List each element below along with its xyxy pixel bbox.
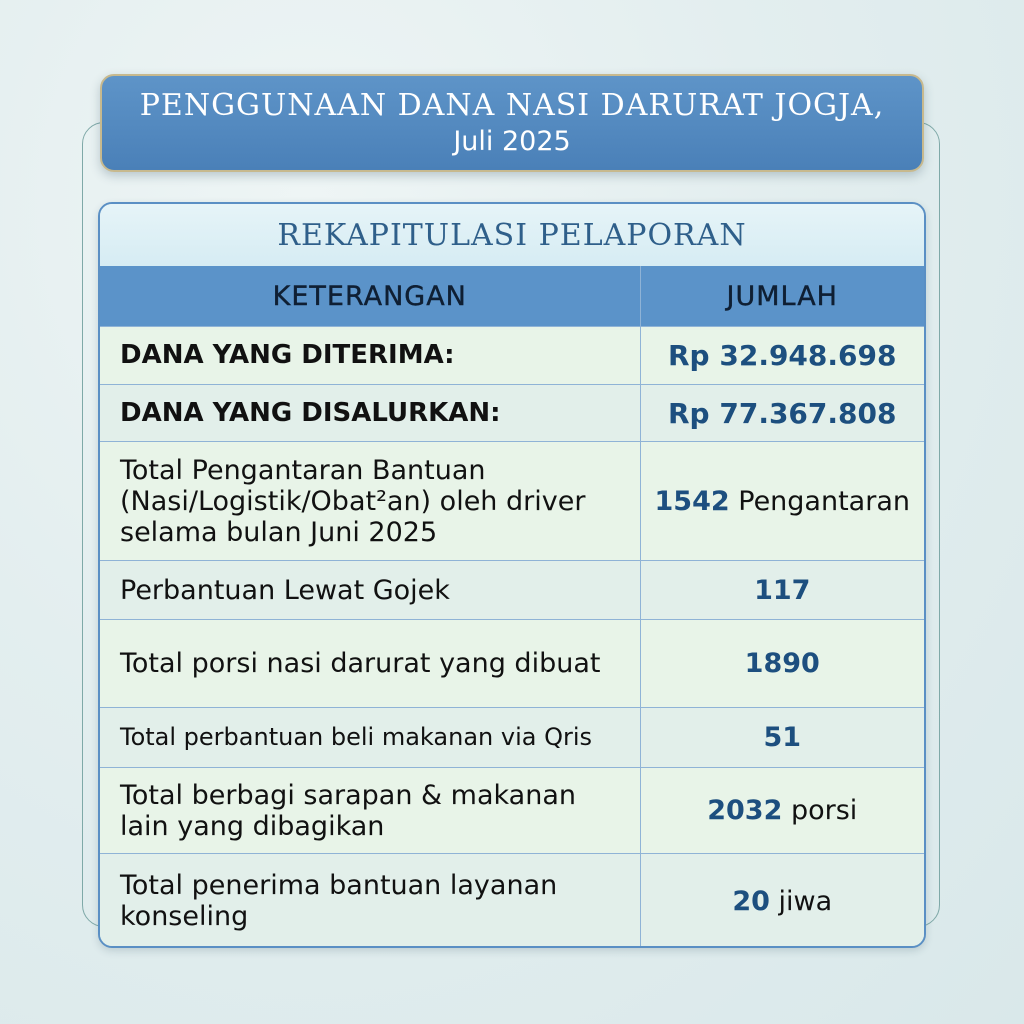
table-row xyxy=(100,561,924,620)
report-table xyxy=(100,266,924,948)
row-label: Total porsi nasi darurat yang dibuat xyxy=(100,620,640,708)
table-row xyxy=(100,620,924,708)
value-number: 2032 xyxy=(707,795,783,826)
value-number: 1542 xyxy=(654,485,730,517)
value-unit: jiwa xyxy=(769,885,833,917)
card-heading: REKAPITULASI PELAPORAN xyxy=(100,204,924,266)
table-row xyxy=(100,768,924,854)
row-value xyxy=(640,854,924,949)
value-number: 117 xyxy=(754,574,811,606)
title-banner xyxy=(100,74,924,172)
table-row xyxy=(100,854,924,949)
row-value xyxy=(640,385,924,442)
page-subtitle: Juli 2025 xyxy=(453,126,571,157)
value-number: 20 xyxy=(732,885,770,917)
row-label: Perbantuan Lewat Gojek xyxy=(100,561,640,620)
row-label: Total Pengantaran Bantuan (Nasi/Logistik/Obat²an) oleh driver selama bulan Juni 2025 xyxy=(100,442,640,561)
table-row xyxy=(100,385,924,442)
row-value xyxy=(640,561,924,620)
table-row xyxy=(100,327,924,385)
row-label: Total berbagi sarapan & makanan lain yang dibagikan xyxy=(100,768,640,854)
value-unit: porsi xyxy=(782,795,858,826)
value-unit: Pengantaran xyxy=(729,485,910,517)
page-title: PENGGUNAAN DANA NASI DARURAT JOGJA, xyxy=(139,88,885,123)
value-number: 1890 xyxy=(744,648,820,679)
row-label: Total penerima bantuan layanan konseling xyxy=(100,854,640,949)
value-number: 51 xyxy=(763,722,802,753)
row-value xyxy=(640,442,924,561)
row-label: Total perbantuan beli makanan via Qris xyxy=(100,708,640,768)
row-label: DANA YANG DISALURKAN: xyxy=(100,385,640,442)
row-value xyxy=(640,768,924,854)
report-card xyxy=(98,202,926,948)
value-number: Rp 32.948.698 xyxy=(668,339,897,372)
column-header-jumlah: JUMLAH xyxy=(640,266,924,327)
value-number: Rp 77.367.808 xyxy=(668,396,897,430)
row-label: DANA YANG DITERIMA: xyxy=(100,327,640,385)
table-row xyxy=(100,708,924,768)
row-value xyxy=(640,327,924,385)
table-row xyxy=(100,442,924,561)
row-value xyxy=(640,708,924,768)
row-value xyxy=(640,620,924,708)
column-header-keterangan: KETERANGAN xyxy=(100,266,640,327)
table-header-row xyxy=(100,266,924,327)
